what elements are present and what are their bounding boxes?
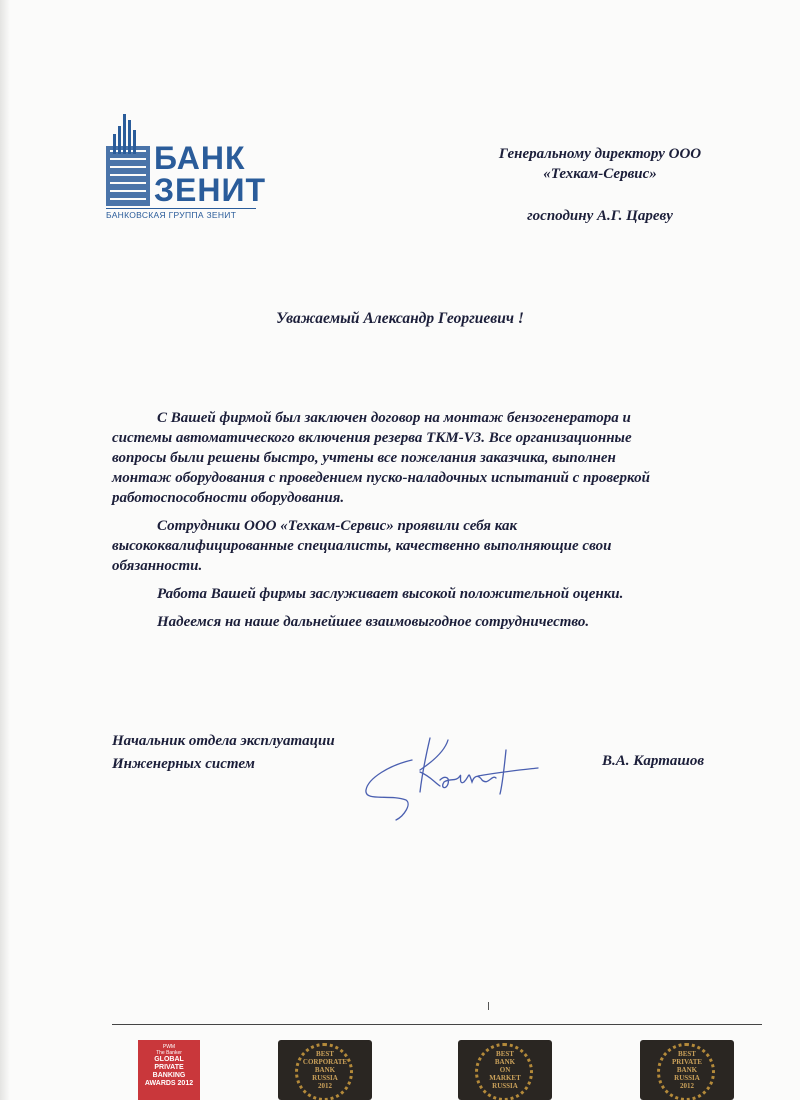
addressee-line-1: Генеральному директору ООО bbox=[498, 146, 702, 162]
award-text: The Banker bbox=[156, 1050, 182, 1056]
award-badge-best-corporate-bank bbox=[278, 1040, 372, 1100]
award-text: BEST bbox=[316, 1050, 334, 1058]
handwritten-signature bbox=[360, 730, 550, 825]
zenit-tower-icon bbox=[104, 112, 154, 208]
letter-body bbox=[112, 408, 732, 632]
body-line: монтаж оборудования с проведением пуско-наладочных испытаний с проверкой bbox=[112, 470, 650, 486]
award-text: PRIVATE bbox=[671, 1058, 703, 1066]
award-text: BANK bbox=[314, 1066, 336, 1074]
award-text: GLOBAL bbox=[154, 1056, 184, 1063]
body-line: вопросы были решены быстро, учтены все пожелания заказчика, выполнен bbox=[112, 450, 616, 466]
body-line: Надеемся на наше дальнейшее взаимовыгодное сотрудничество. bbox=[157, 614, 590, 630]
award-badge-best-private-bank bbox=[640, 1040, 734, 1100]
body-line: системы автоматического включения резерва ТКМ-V3. Все организационные bbox=[112, 430, 632, 446]
award-text: 2012 bbox=[680, 1082, 694, 1090]
award-text: PWM bbox=[162, 1044, 176, 1050]
addressee-block bbox=[470, 144, 730, 226]
body-line: Работа Вашей фирмы заслуживает высокой положительной оценки. bbox=[157, 586, 624, 602]
scan-page-edge bbox=[0, 0, 10, 1100]
award-text: RUSSIA bbox=[492, 1082, 518, 1090]
award-text: PRIVATE bbox=[154, 1064, 184, 1071]
award-text: BANK bbox=[494, 1058, 516, 1066]
salutation: Уважаемый Александр Георгиевич ! bbox=[276, 310, 524, 327]
award-text: BEST bbox=[678, 1050, 696, 1058]
award-text: RUSSIA bbox=[674, 1074, 700, 1082]
body-line: С Вашей фирмой был заключен договор на монтаж бензогенератора и bbox=[157, 410, 631, 426]
award-text: BANK bbox=[676, 1066, 698, 1074]
body-line: обязанности. bbox=[112, 558, 203, 574]
award-text: RUSSIA bbox=[312, 1074, 338, 1082]
signer-title bbox=[112, 730, 335, 776]
logo-word-zenit: ЗЕНИТ bbox=[154, 172, 267, 208]
footer-divider bbox=[112, 1024, 762, 1025]
addressee-line-3: господину А.Г. Цареву bbox=[527, 208, 673, 224]
award-badge-global-private-banking bbox=[138, 1040, 200, 1100]
award-text: MARKET bbox=[489, 1074, 521, 1082]
logo-word-bank: БАНК bbox=[154, 140, 246, 176]
award-text: BANKING bbox=[152, 1072, 186, 1079]
award-badge-best-bank-on-market bbox=[458, 1040, 552, 1100]
body-line: работоспособности оборудования. bbox=[112, 490, 345, 506]
award-text: BEST bbox=[496, 1050, 514, 1058]
award-text: CORPORATE bbox=[302, 1058, 348, 1066]
scan-mark bbox=[488, 1002, 489, 1010]
body-line: Сотрудники ООО «Техкам-Сервис» проявили себя как bbox=[157, 518, 518, 534]
award-text: AWARDS 2012 bbox=[144, 1080, 194, 1087]
signer-name: В.А. Карташов bbox=[602, 753, 705, 769]
logo-tagline: БАНКОВСКАЯ ГРУППА ЗЕНИТ bbox=[106, 208, 256, 220]
award-text: ON bbox=[499, 1066, 511, 1074]
award-text: 2012 bbox=[318, 1082, 332, 1090]
signer-title-line-2: Инженерных систем bbox=[112, 756, 255, 772]
body-line: высококвалифицированные специалисты, качественно выполняющие свои bbox=[112, 538, 612, 554]
signer-title-line-1: Начальник отдела эксплуатации bbox=[112, 733, 335, 749]
bank-logo bbox=[104, 112, 267, 222]
addressee-line-2: «Техкам-Сервис» bbox=[543, 166, 657, 182]
